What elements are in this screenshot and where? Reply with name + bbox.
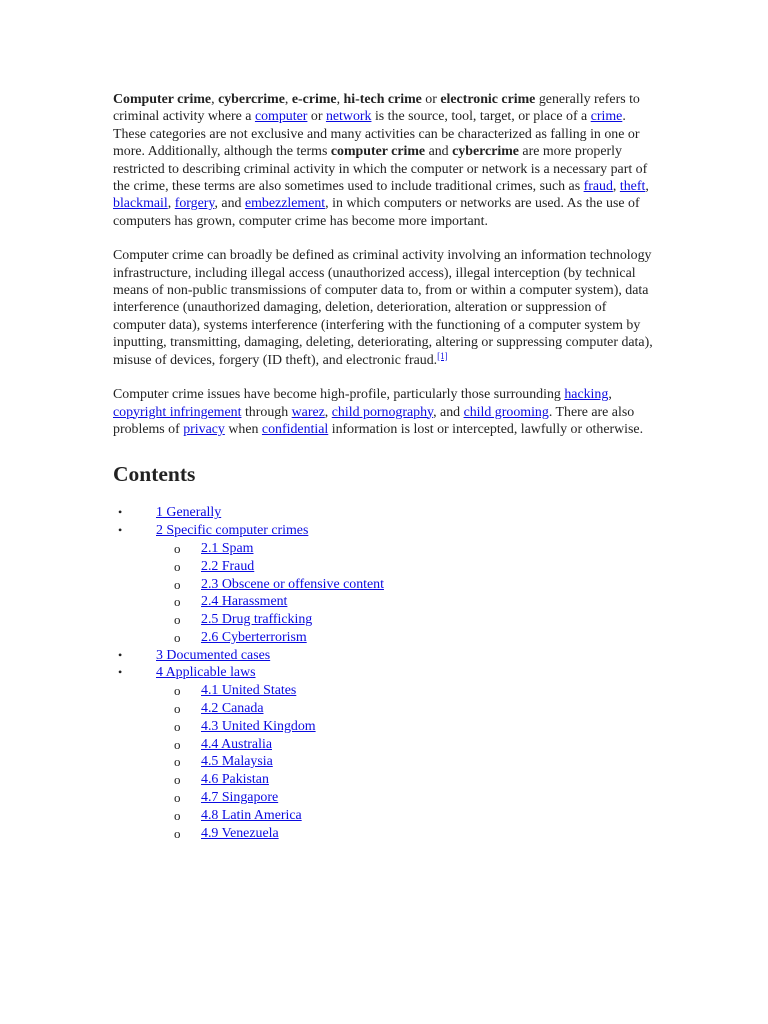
toc-subitem — [156, 807, 658, 825]
toc-sublist — [156, 540, 658, 647]
text-segment: , — [284, 92, 292, 107]
text-segment: , and — [214, 196, 245, 212]
link-forgery[interactable]: forgery — [174, 196, 215, 212]
term-computer-crime-2: computer crime — [330, 144, 426, 160]
toc-link[interactable]: 3 Documented cases — [156, 647, 271, 663]
term-computer-crime: Computer crime — [113, 92, 212, 107]
toc-sublink[interactable]: 2.4 Harassment — [201, 594, 288, 610]
toc-item — [113, 522, 658, 647]
circle-bullet-icon: o — [174, 772, 181, 788]
toc-sublink[interactable]: 2.1 Spam — [201, 540, 254, 556]
citation-link[interactable]: [1] — [437, 350, 448, 361]
circle-bullet-icon: o — [174, 540, 181, 556]
toc-sublink[interactable]: 4.9 Venezuela — [201, 825, 279, 841]
toc-subitem — [156, 718, 658, 736]
term-electronic-crime: electronic crime — [440, 92, 536, 107]
link-computer[interactable]: computer — [254, 109, 308, 125]
link-child-pornography[interactable]: child pornography — [331, 404, 434, 420]
circle-bullet-icon: o — [174, 701, 181, 717]
circle-bullet-icon: o — [174, 629, 181, 645]
text-segment: when — [224, 421, 262, 437]
circle-bullet-icon: o — [174, 576, 181, 592]
link-hacking[interactable]: hacking — [564, 387, 609, 403]
link-theft[interactable]: theft — [619, 179, 646, 195]
toc-subitem — [156, 629, 658, 647]
circle-bullet-icon: o — [174, 612, 181, 628]
toc-item — [113, 504, 658, 522]
toc-subitem — [156, 540, 658, 558]
toc-item — [113, 647, 658, 665]
link-crime[interactable]: crime — [590, 109, 623, 125]
toc-link[interactable]: 1 Generally — [156, 505, 222, 521]
text-segment: . These categories are not exclusive and many activities can be characterized as falling in one or more. Additionally, although the terms — [113, 109, 640, 160]
toc-subitem — [156, 558, 658, 576]
link-confidential[interactable]: confidential — [261, 421, 329, 437]
bullet-icon: • — [118, 665, 123, 680]
toc-subitem — [156, 700, 658, 718]
toc-sublink[interactable]: 4.7 Singapore — [201, 790, 279, 806]
link-copyright-infringement[interactable]: copyright infringement — [113, 404, 242, 420]
toc-sublink[interactable]: 4.6 Pakistan — [201, 772, 269, 788]
text-segment: , — [324, 404, 332, 420]
toc-sublink[interactable]: 2.6 Cyberterrorism — [201, 629, 307, 645]
toc-subitem — [156, 789, 658, 807]
toc-subitem — [156, 682, 658, 700]
bullet-icon: • — [118, 523, 123, 538]
definition-text: Computer crime can broadly be defined as criminal activity involving an information technology infrastructure, including illegal access (unauthorized access), illegal interception (by technical means of non-public transmissions of computer data to, from or within a computer system), data interference (unauthorized damaging, deletion, deterioration, alteration or suppression of computer data), systems interference (interfering with the functioning of a computer system by inputting, transmitting, damaging, deleting, deteriorating, altering or suppressing computer data), misuse of devices, forgery (ID theft), and electronic fraud. — [113, 248, 653, 368]
text-segment: are more properly restricted to describing criminal activity in which the computer or network is a necessary part of the crime, these terms are also sometimes used to include traditional crimes, such as — [113, 144, 648, 195]
text-segment: , — [211, 92, 219, 107]
text-segment: and — [425, 144, 453, 160]
text-segment: , — [612, 179, 620, 195]
text-segment: is the source, tool, target, or place of a — [371, 109, 591, 125]
toc-link[interactable]: 2 Specific computer crimes — [156, 523, 309, 539]
toc-sublink[interactable]: 2.5 Drug trafficking — [201, 612, 313, 628]
toc-subitem — [156, 611, 658, 629]
text-segment: , in which computers or networks are used. As the use of computers has grown, computer crime has become more important. — [113, 196, 640, 229]
text-segment: , — [645, 179, 649, 195]
link-warez[interactable]: warez — [291, 404, 325, 420]
text-segment: through — [241, 404, 292, 420]
circle-bullet-icon: o — [174, 736, 181, 752]
link-child-grooming[interactable]: child grooming — [463, 404, 549, 420]
contents-heading: Contents — [113, 462, 196, 487]
text-segment: , — [608, 387, 612, 403]
toc-sublink[interactable]: 4.8 Latin America — [201, 807, 302, 823]
link-network[interactable]: network — [325, 109, 372, 125]
circle-bullet-icon: o — [174, 558, 181, 574]
toc-sublink[interactable]: 4.4 Australia — [201, 736, 272, 752]
term-hi-tech-crime: hi-tech crime — [343, 92, 422, 107]
text-segment: , and — [433, 404, 464, 420]
text-segment: generally refers to criminal activity where a — [113, 92, 640, 125]
toc-sublink[interactable]: 2.2 Fraud — [201, 558, 255, 574]
toc-subitem — [156, 593, 658, 611]
toc-sublink[interactable]: 4.2 Canada — [201, 701, 264, 717]
bullet-icon: • — [118, 647, 123, 662]
toc-sublist — [156, 682, 658, 842]
term-cybercrime-2: cybercrime — [452, 144, 519, 160]
toc-subitem — [156, 753, 658, 771]
text-segment: information is lost or intercepted, lawfully or otherwise. — [328, 421, 644, 437]
circle-bullet-icon: o — [174, 594, 181, 610]
toc-subitem — [156, 576, 658, 594]
toc-sublink[interactable]: 4.3 United Kingdom — [201, 718, 316, 734]
article-body — [113, 91, 658, 842]
text-segment: Computer crime issues have become high-profile, particularly those surrounding — [113, 387, 565, 403]
link-privacy[interactable]: privacy — [183, 421, 225, 437]
text-segment: or — [307, 109, 326, 125]
toc-sublink[interactable]: 2.3 Obscene or offensive content — [201, 576, 384, 592]
term-e-crime: e-crime — [291, 92, 337, 107]
definition-paragraph — [113, 247, 658, 369]
circle-bullet-icon: o — [174, 790, 181, 806]
bullet-icon: • — [118, 505, 123, 520]
text-segment: or — [421, 92, 441, 107]
toc-item — [113, 664, 658, 842]
intro-paragraph — [113, 91, 658, 230]
link-embezzlement[interactable]: embezzlement — [244, 196, 326, 212]
toc-subitem — [156, 825, 658, 843]
toc-sublink[interactable]: 4.5 Malaysia — [201, 754, 273, 770]
circle-bullet-icon: o — [174, 825, 181, 841]
text-segment: , — [167, 196, 175, 212]
toc-subitem — [156, 736, 658, 754]
circle-bullet-icon: o — [174, 683, 181, 699]
circle-bullet-icon: o — [174, 754, 181, 770]
toc-link[interactable]: 4 Applicable laws — [156, 665, 256, 681]
term-cybercrime: cybercrime — [218, 92, 285, 107]
link-blackmail[interactable]: blackmail — [113, 196, 168, 212]
table-of-contents — [113, 504, 658, 842]
link-fraud[interactable]: fraud — [583, 179, 613, 195]
text-segment: . There are also problems of — [113, 404, 635, 437]
toc-subitem — [156, 771, 658, 789]
toc-sublink[interactable]: 4.1 United States — [201, 683, 297, 699]
issues-paragraph — [113, 386, 658, 438]
circle-bullet-icon: o — [174, 718, 181, 734]
text-segment: , — [336, 92, 344, 107]
circle-bullet-icon: o — [174, 807, 181, 823]
